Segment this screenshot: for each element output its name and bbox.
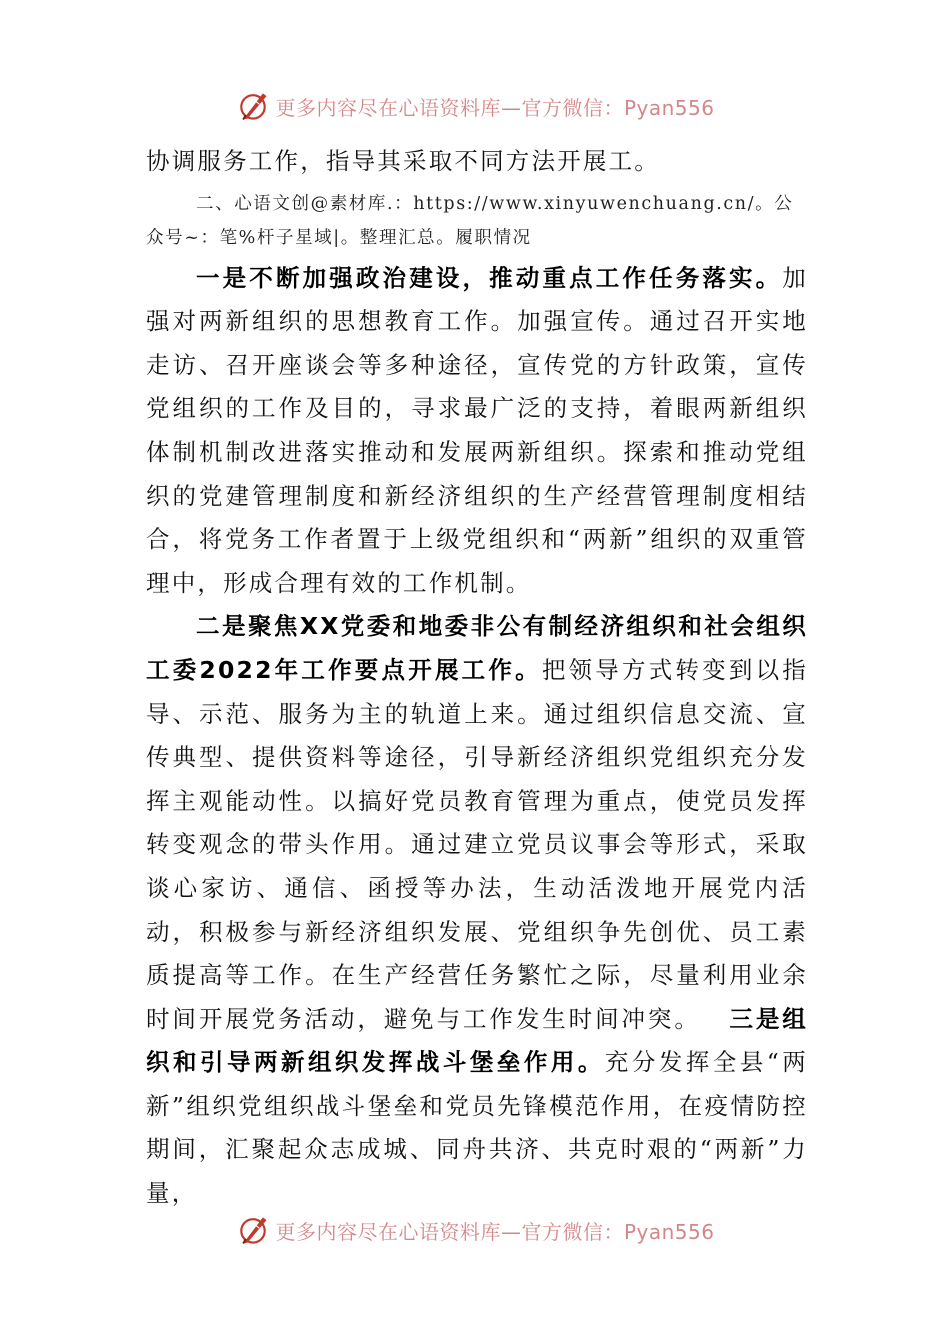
item-3-title: 三是组织和引导两新组织发挥战斗堡垒作用。 (146, 1004, 808, 1077)
section-heading-line1: 二、心语文创@素材库.：https://www.xinyuwenchuang.cn/。公 (196, 193, 794, 214)
item-3-body: 充分发挥全县“两新”组织党组织战斗堡垒和党员先锋模范作用，在疫情防控期间，汇聚起众志成城、同舟共济、共克时艰的“两新”力量， (146, 1048, 808, 1208)
document-body (146, 140, 808, 1216)
section-heading-line2: 众号~：笔%杆子星域|。整理汇总。履职情况 (146, 227, 532, 248)
header-banner (0, 86, 950, 126)
header-banner-text: 更多内容尽在心语资料库—官方微信：Pyan556 (275, 95, 715, 120)
item-2-body: 把领导方式转变到以指导、示范、服务为主的轨道上来。通过组织信息交流、宣传典型、提供资料等途径，引导新经济组织党组织充分发挥主观能动性。以搞好党员教育管理为重点，使党员发挥转变观念的带头作用。通过建立党员议事会等形式，采取谈心家访、通信、函授等办法，生动活泼地开展党内活动，积极参与新经济组织发展、党组织争先创优、员工素质提高等工作。在生产经营任务繁忙之际，尽量利用业余时间开展党务活动，避免与工作发生时间冲突。 (146, 655, 809, 1033)
section-heading (146, 187, 808, 255)
item-2-paragraph (146, 605, 808, 1215)
item-1-paragraph (146, 257, 808, 606)
footer-banner (0, 1210, 950, 1250)
quill-pen-circle-icon (235, 1212, 271, 1248)
item-1-title: 一是不断加强政治建设，推动重点工作任务落实。 (196, 263, 783, 292)
item-2-title: 二是聚焦XX党委和地委非公有制经济组织和社会组织工委2022年工作要点开展工作。 (146, 612, 808, 684)
item-1-body: 加强对两新组织的思想教育工作。加强宣传。通过召开实地走访、召开座谈会等多种途径，宣传党的方针政策，宣传党组织的工作及目的，寻求最广泛的支持，着眼两新组织体制机制改进落实推动和发展两新组织。探索和推动党组织的党建管理制度和新经济组织的生产经营管理制度相结合，将党务工作者置于上级党组织和“两新”组织的双重管理中，形成合理有效的工作机制。 (146, 263, 808, 597)
continuation-text: 协调服务工作，指导其采取不同方法开展工。 (146, 147, 660, 175)
continuation-paragraph (146, 140, 808, 184)
footer-banner-text: 更多内容尽在心语资料库—官方微信：Pyan556 (275, 1219, 715, 1244)
quill-pen-circle-icon (235, 88, 271, 124)
